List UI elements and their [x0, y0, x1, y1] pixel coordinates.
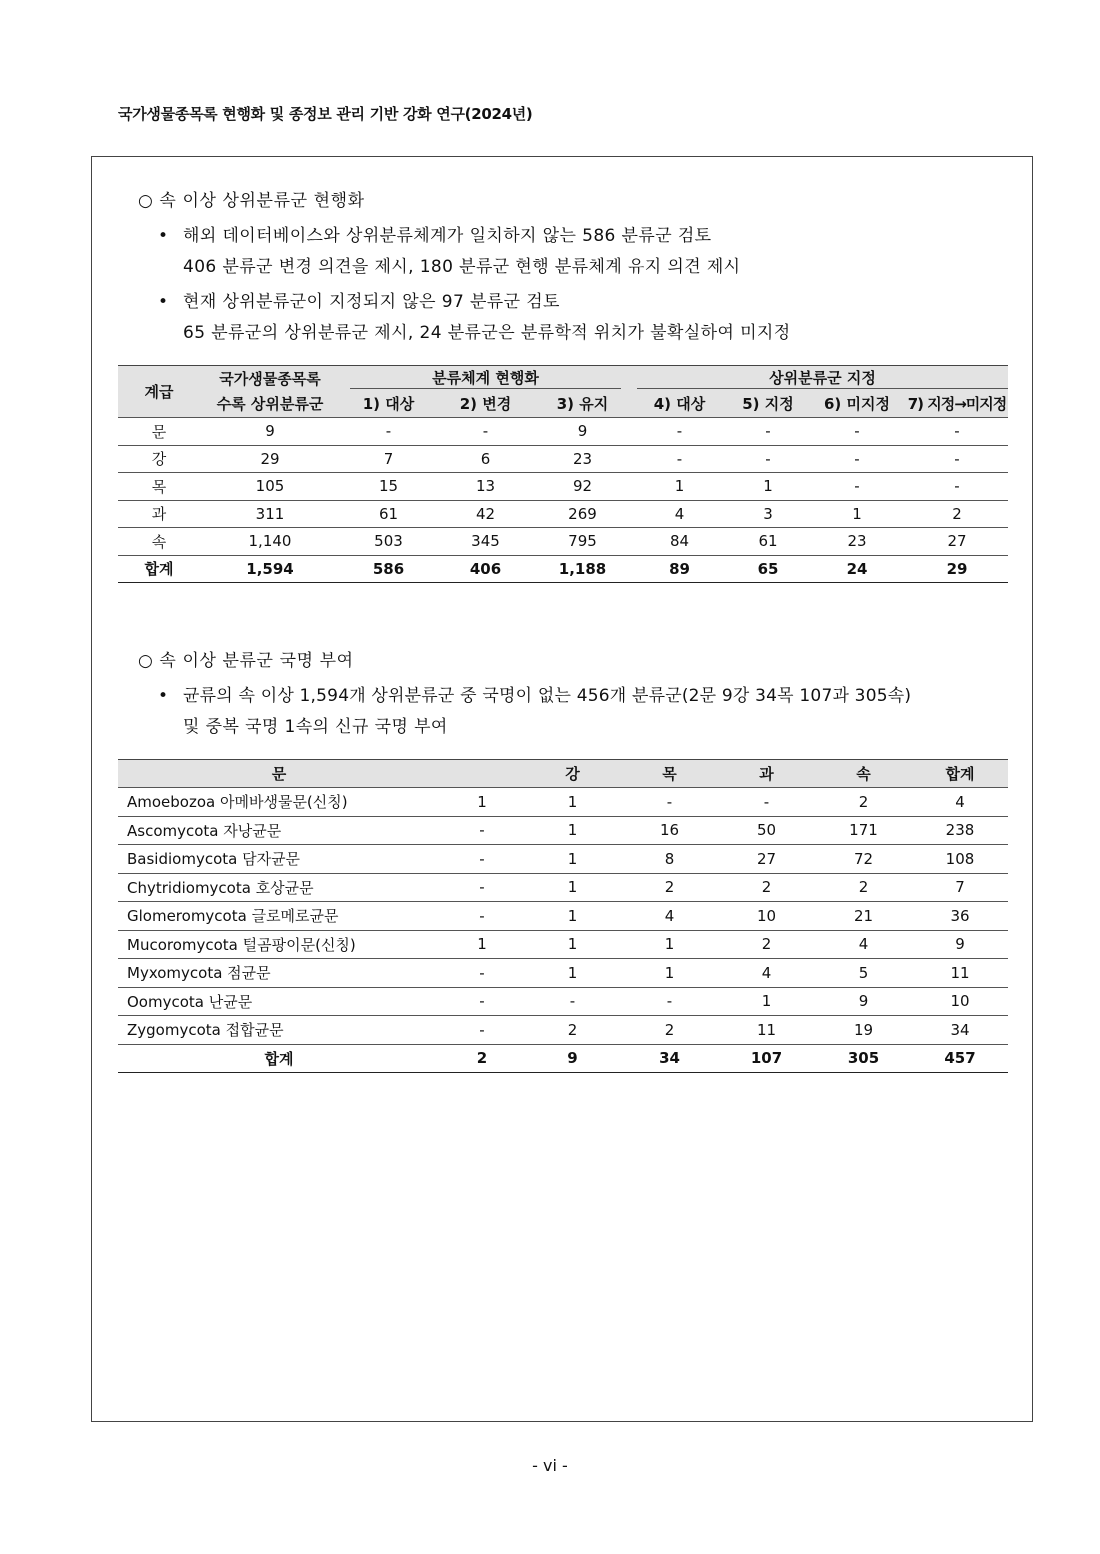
table-row — [118, 902, 1008, 931]
header-phylum: 문 — [118, 760, 440, 788]
table-row — [118, 445, 1008, 473]
count-cell: 171 — [815, 816, 912, 845]
value-cell: 23 — [808, 528, 906, 556]
value-cell: 1,594 — [200, 555, 340, 583]
count-cell: 8 — [621, 845, 718, 874]
count-cell: 11 — [718, 1016, 815, 1045]
value-cell: 2 — [906, 500, 1008, 528]
count-cell: 4 — [912, 788, 1008, 817]
count-cell: 4 — [621, 902, 718, 931]
count-cell: 34 — [621, 1044, 718, 1073]
header-total: 합계 — [912, 760, 1008, 788]
value-cell: - — [808, 418, 906, 446]
bullet-text-line: 해외 데이터베이스와 상위분류체계가 일치하지 않는 586 분류군 검토 — [183, 226, 712, 246]
header-order: 목 — [621, 760, 718, 788]
bullet-text-line: 현재 상위분류군이 지정되지 않은 97 분류군 검토 — [183, 292, 560, 312]
count-cell: 1 — [621, 959, 718, 988]
section2-title: ○ 속 이상 분류군 국명 부여 — [138, 651, 354, 671]
count-cell: 2 — [815, 873, 912, 902]
value-cell: 269 — [534, 500, 631, 528]
value-cell: - — [906, 445, 1008, 473]
count-cell: - — [524, 987, 621, 1016]
count-cell: 4 — [718, 959, 815, 988]
count-cell: - — [440, 845, 524, 874]
value-cell: 29 — [906, 555, 1008, 583]
value-cell: - — [631, 418, 728, 446]
count-cell: 1 — [621, 930, 718, 959]
value-cell: 24 — [808, 555, 906, 583]
header-listed-line2: 수록 상위분류군 — [200, 390, 340, 418]
taxonomy-update-table — [118, 365, 1008, 583]
table-row — [118, 816, 1008, 845]
rank-cell: 합계 — [118, 555, 200, 583]
count-cell: 1 — [524, 930, 621, 959]
header-col: 4) 대상 — [631, 390, 728, 418]
count-cell: - — [440, 1016, 524, 1045]
bullet-text-line: 65 분류군의 상위분류군 제시, 24 분류군은 분류학적 위치가 불확실하여 미지정 — [183, 323, 791, 343]
count-cell: 107 — [718, 1044, 815, 1073]
header-col: 3) 유지 — [534, 390, 631, 418]
header-group-update — [340, 366, 631, 391]
count-cell: - — [440, 816, 524, 845]
value-cell: - — [808, 473, 906, 501]
value-cell: 4 — [631, 500, 728, 528]
phylum-name-cell: Chytridiomycota 호상균문 — [118, 873, 440, 902]
value-cell: 27 — [906, 528, 1008, 556]
count-cell: 19 — [815, 1016, 912, 1045]
phylum-name-cell: Ascomycota 자낭균문 — [118, 816, 440, 845]
count-cell: 2 — [524, 1016, 621, 1045]
count-cell: 34 — [912, 1016, 1008, 1045]
value-cell: 503 — [340, 528, 437, 556]
value-cell: 1 — [728, 473, 808, 501]
header-rank: 계급 — [118, 366, 200, 418]
count-cell: 1 — [718, 987, 815, 1016]
header-group-update-label: 분류체계 현행화 — [350, 367, 621, 389]
count-cell: 2 — [440, 1044, 524, 1073]
count-cell: 11 — [912, 959, 1008, 988]
section2-bullet — [158, 681, 1008, 743]
count-cell: 1 — [524, 873, 621, 902]
value-cell: 1,188 — [534, 555, 631, 583]
count-cell: 9 — [524, 1044, 621, 1073]
count-cell: 5 — [815, 959, 912, 988]
value-cell: 105 — [200, 473, 340, 501]
table-row — [118, 845, 1008, 874]
table-row — [118, 873, 1008, 902]
count-cell: 50 — [718, 816, 815, 845]
section1-bullet-1 — [158, 221, 741, 283]
document-header: 국가생물종목록 현행화 및 종정보 관리 기반 강화 연구(2024년) — [118, 105, 533, 123]
rank-cell: 과 — [118, 500, 200, 528]
count-cell: - — [621, 788, 718, 817]
table-row — [118, 788, 1008, 817]
count-cell: 1 — [524, 845, 621, 874]
phylum-name-cell: Myxomycota 점균문 — [118, 959, 440, 988]
value-cell: 15 — [340, 473, 437, 501]
phylum-name-cell: Zygomycota 접합균문 — [118, 1016, 440, 1045]
header-group-assign — [631, 366, 1008, 391]
value-cell: - — [728, 418, 808, 446]
count-cell: - — [440, 873, 524, 902]
header-col: 5) 지정 — [728, 390, 808, 418]
value-cell: 311 — [200, 500, 340, 528]
bullet-text-line: 406 분류군 변경 의견을 제시, 180 분류군 현행 분류체계 유지 의견 제시 — [183, 257, 741, 277]
count-cell: 457 — [912, 1044, 1008, 1073]
value-cell: - — [340, 418, 437, 446]
bullet-dot: • — [158, 226, 169, 246]
phylum-name-cell: Basidiomycota 담자균문 — [118, 845, 440, 874]
value-cell: 13 — [437, 473, 534, 501]
header-listed-line1: 국가생물종목록 — [200, 366, 340, 391]
value-cell: - — [437, 418, 534, 446]
rank-cell: 강 — [118, 445, 200, 473]
count-cell: 9 — [912, 930, 1008, 959]
count-cell: 4 — [815, 930, 912, 959]
page-number: - vi - — [532, 1456, 568, 1475]
value-cell: - — [906, 418, 1008, 446]
table-row — [118, 930, 1008, 959]
header-genus: 속 — [815, 760, 912, 788]
count-cell: - — [621, 987, 718, 1016]
value-cell: 65 — [728, 555, 808, 583]
rank-cell: 문 — [118, 418, 200, 446]
value-cell: 89 — [631, 555, 728, 583]
table-row — [118, 418, 1008, 446]
table-row — [118, 500, 1008, 528]
count-cell: 1 — [524, 902, 621, 931]
value-cell: 795 — [534, 528, 631, 556]
header-col: 6) 미지정 — [808, 390, 906, 418]
section1-title: ○ 속 이상 상위분류군 현행화 — [138, 191, 365, 211]
table-row — [118, 528, 1008, 556]
value-cell: 6 — [437, 445, 534, 473]
value-cell: 61 — [340, 500, 437, 528]
count-cell: 7 — [912, 873, 1008, 902]
rank-cell: 속 — [118, 528, 200, 556]
value-cell: 406 — [437, 555, 534, 583]
bullet-text-line: 균류의 속 이상 1,594개 상위분류군 중 국명이 없는 456개 분류군(2문 9강 34목 107과 305속) — [183, 686, 912, 706]
count-cell: 9 — [815, 987, 912, 1016]
table-row — [118, 1044, 1008, 1073]
bullet-dot: • — [158, 686, 169, 706]
value-cell: 23 — [534, 445, 631, 473]
header-col: 2) 변경 — [437, 390, 534, 418]
count-cell: 1 — [524, 788, 621, 817]
header-class: 강 — [524, 760, 621, 788]
phylum-name-cell: Oomycota 난균문 — [118, 987, 440, 1016]
count-cell: 27 — [718, 845, 815, 874]
phylum-name-cell: Amoebozoa 아메바생물문(신칭) — [118, 788, 440, 817]
count-cell: 2 — [815, 788, 912, 817]
value-cell: 586 — [340, 555, 437, 583]
bullet-text-line: 및 중복 국명 1속의 신규 국명 부여 — [183, 717, 448, 737]
count-cell: 2 — [621, 1016, 718, 1045]
value-cell: 3 — [728, 500, 808, 528]
count-cell: 10 — [718, 902, 815, 931]
bullet-dot: • — [158, 292, 169, 312]
count-cell: - — [440, 902, 524, 931]
count-cell: 21 — [815, 902, 912, 931]
table-row — [118, 987, 1008, 1016]
count-cell: 305 — [815, 1044, 912, 1073]
value-cell: 9 — [534, 418, 631, 446]
header-group-assign-label: 상위분류군 지정 — [637, 367, 1008, 389]
header-family: 과 — [718, 760, 815, 788]
table-row — [118, 959, 1008, 988]
value-cell: 7 — [340, 445, 437, 473]
count-cell: 36 — [912, 902, 1008, 931]
count-cell: 2 — [718, 873, 815, 902]
value-cell: 9 — [200, 418, 340, 446]
count-cell: - — [440, 987, 524, 1016]
value-cell: - — [906, 473, 1008, 501]
value-cell: 1 — [808, 500, 906, 528]
count-cell: 238 — [912, 816, 1008, 845]
taxonomy-update-table-body — [118, 418, 1008, 583]
value-cell: 1 — [631, 473, 728, 501]
phylum-name-cell: 합계 — [118, 1044, 440, 1073]
count-cell: 1 — [440, 788, 524, 817]
count-cell: 1 — [440, 930, 524, 959]
count-cell: 2 — [718, 930, 815, 959]
count-cell: 16 — [621, 816, 718, 845]
count-cell: 10 — [912, 987, 1008, 1016]
table-row — [118, 473, 1008, 501]
section1-bullet-2 — [158, 287, 791, 349]
value-cell: 61 — [728, 528, 808, 556]
rank-cell: 목 — [118, 473, 200, 501]
value-cell: - — [631, 445, 728, 473]
table-row — [118, 1016, 1008, 1045]
korean-name-table-body — [118, 788, 1008, 1073]
value-cell: 42 — [437, 500, 534, 528]
count-cell: - — [440, 959, 524, 988]
value-cell: 1,140 — [200, 528, 340, 556]
header-col: 1) 대상 — [340, 390, 437, 418]
value-cell: - — [808, 445, 906, 473]
phylum-name-cell: Glomeromycota 글로메로균문 — [118, 902, 440, 931]
count-cell: 108 — [912, 845, 1008, 874]
value-cell: 345 — [437, 528, 534, 556]
table-row — [118, 555, 1008, 583]
count-cell: 72 — [815, 845, 912, 874]
value-cell: 29 — [200, 445, 340, 473]
count-cell: 1 — [524, 816, 621, 845]
count-cell: 1 — [524, 959, 621, 988]
count-cell: - — [718, 788, 815, 817]
value-cell: 92 — [534, 473, 631, 501]
korean-name-table — [118, 759, 1008, 1073]
header-blank — [440, 760, 524, 788]
value-cell: - — [728, 445, 808, 473]
count-cell: 2 — [621, 873, 718, 902]
phylum-name-cell: Mucoromycota 털곰팡이문(신칭) — [118, 930, 440, 959]
value-cell: 84 — [631, 528, 728, 556]
header-col: 7) 지정→미지정 — [906, 390, 1008, 418]
